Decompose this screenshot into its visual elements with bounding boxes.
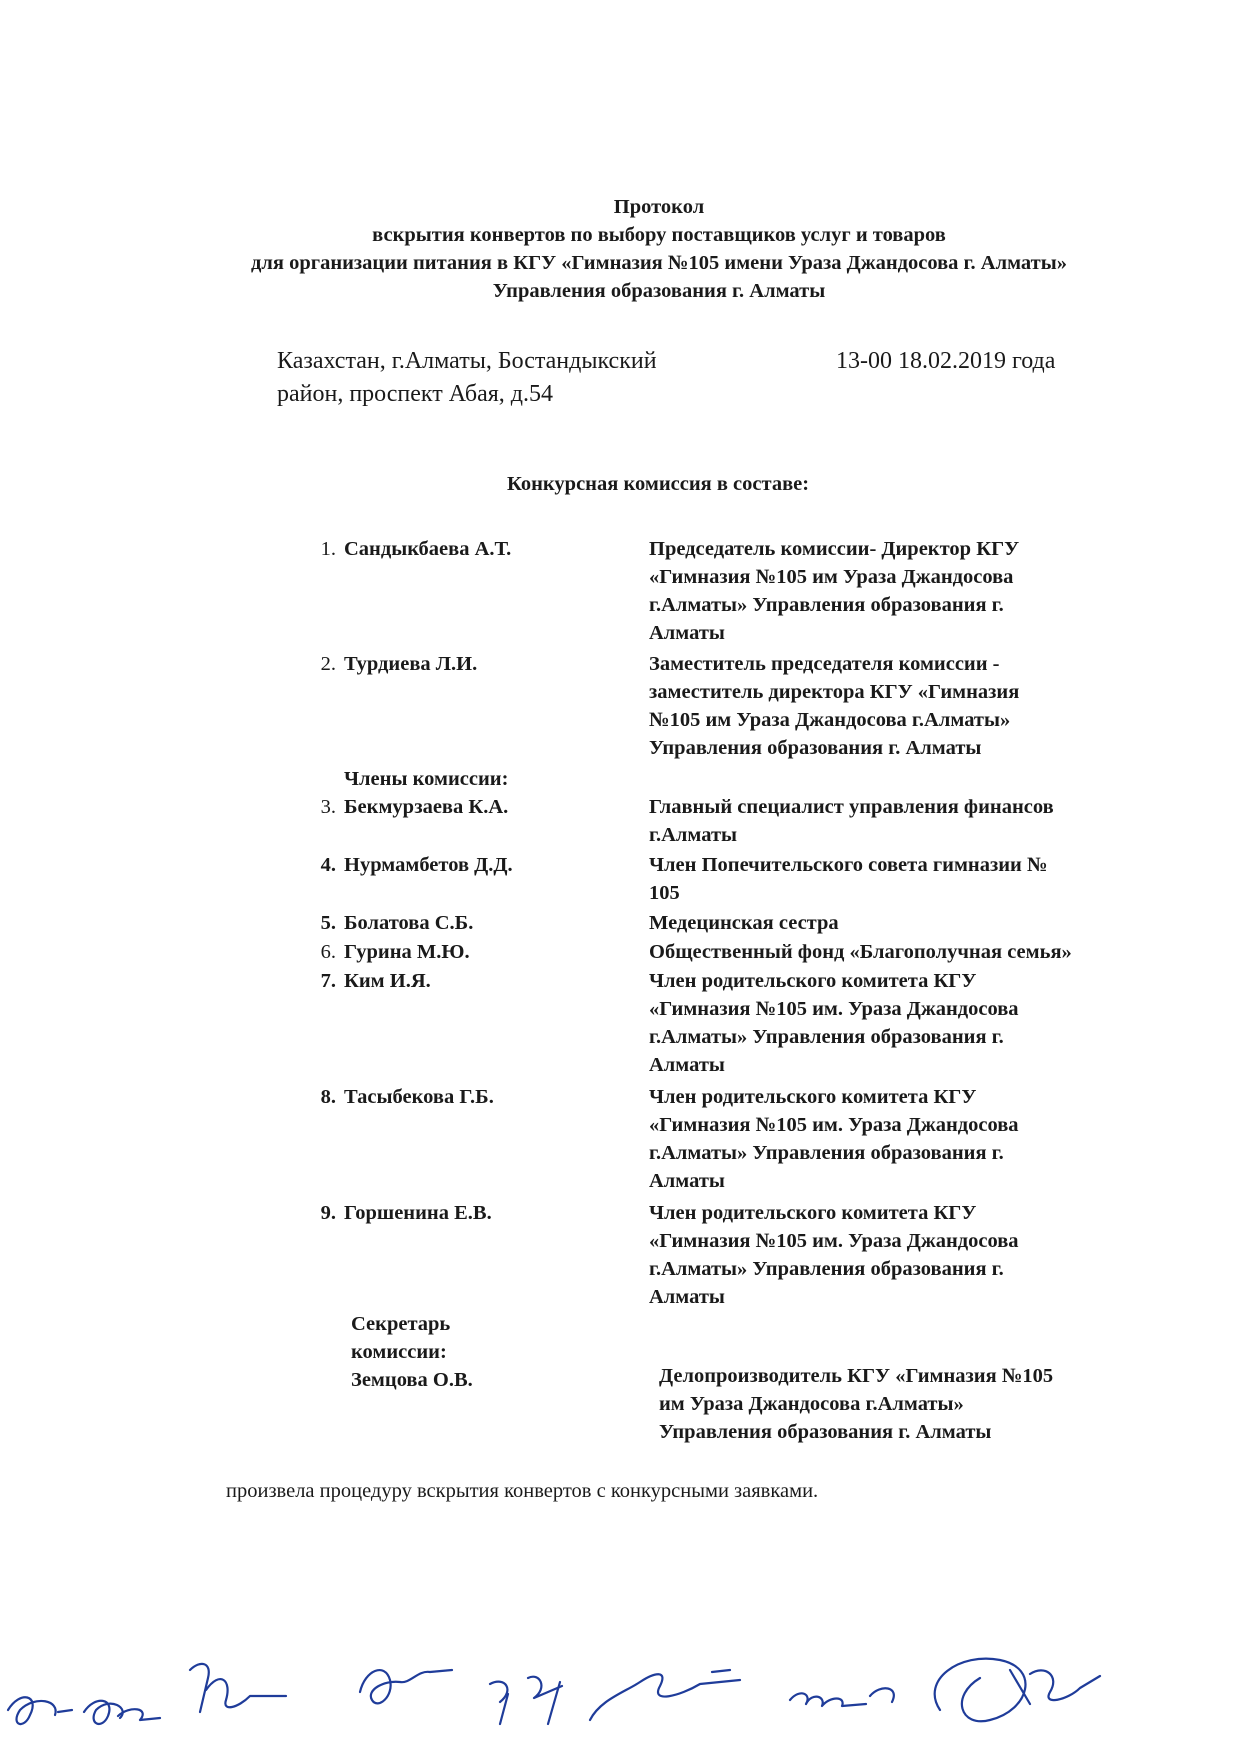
role-line: Медецинская сестра	[649, 912, 839, 934]
member-role	[649, 851, 1139, 909]
meeting-place	[277, 345, 657, 411]
member-name: Турдиева Л.И.	[344, 653, 478, 675]
item-number: 5.	[320, 912, 336, 934]
signature-1	[8, 1697, 72, 1724]
member-name: Ким И.Я.	[344, 970, 431, 992]
role-line: «Гимназия №105 им Ураза Джандосова	[649, 566, 1014, 588]
signature-8	[935, 1659, 1100, 1722]
item-number: 2.	[320, 653, 336, 675]
place-line: Казахстан, г.Алматы, Бостандыкский	[277, 348, 657, 374]
member-name: Нурмамбетов Д.Д.	[344, 854, 513, 876]
role-line: г.Алматы» Управления образования г.	[649, 1142, 1004, 1164]
list-item	[300, 967, 1160, 1083]
item-number: 4.	[320, 854, 336, 876]
role-line: г.Алматы» Управления образования г.	[649, 1258, 1004, 1280]
role-line: Управления образования г. Алматы	[659, 1421, 992, 1443]
role-line: Заместитель председателя комиссии -	[649, 653, 1000, 675]
list-item	[300, 1083, 1160, 1199]
item-number: 7.	[320, 970, 336, 992]
secretary-name: Земцова О.В.	[351, 1369, 473, 1391]
item-number: 3.	[320, 796, 336, 818]
commission-list	[300, 535, 1160, 1315]
member-name: Сандыкбаева А.Т.	[344, 538, 512, 560]
role-line: Член родительского комитета КГУ	[649, 970, 977, 992]
role-line: г.Алматы	[649, 824, 738, 846]
role-line: г.Алматы» Управления образования г.	[649, 1026, 1004, 1048]
item-number: 9.	[320, 1202, 336, 1224]
member-name: Болатова С.Б.	[344, 912, 474, 934]
member-role	[649, 535, 1139, 650]
role-line: Член родительского комитета КГУ	[649, 1202, 977, 1224]
list-item	[300, 535, 1160, 650]
title-line: для организации питания в КГУ «Гимназия №105 имени Ураза Джандосова г. Алматы»	[251, 252, 1067, 274]
member-role	[649, 1199, 1139, 1315]
item-number: 6.	[320, 941, 336, 963]
member-role	[649, 793, 1139, 851]
commission-heading: Конкурсная комиссия в составе:	[507, 473, 810, 495]
role-line: Алматы	[649, 622, 725, 644]
member-role	[649, 967, 1139, 1083]
member-name: Гурина М.Ю.	[344, 941, 470, 963]
member-role	[649, 1083, 1139, 1199]
member-name: Тасыбекова Г.Б.	[344, 1086, 494, 1108]
role-line: Главный специалист управления финансов	[649, 796, 1054, 818]
role-line: Алматы	[649, 1286, 725, 1308]
title-line: вскрытия конвертов по выбору поставщиков услуг и товаров	[372, 224, 946, 246]
signatures-area	[0, 1600, 1240, 1753]
signature-5	[490, 1677, 562, 1724]
member-name: Горшенина Е.В.	[344, 1202, 492, 1224]
member-role	[649, 909, 1139, 938]
role-line: Общественный фонд «Благополучная семья»	[649, 941, 1072, 963]
signatures-graphic	[0, 1600, 1240, 1753]
list-item	[300, 650, 1160, 765]
place-line: район, проспект Абая, д.54	[277, 381, 553, 407]
role-line: Член родительского комитета КГУ	[649, 1086, 977, 1108]
signature-6	[590, 1670, 740, 1720]
list-item	[300, 793, 1160, 851]
secretary-label	[351, 1310, 473, 1394]
member-role	[649, 650, 1139, 765]
role-line: Алматы	[649, 1054, 725, 1076]
role-line: 105	[649, 882, 680, 904]
signature-7	[790, 1688, 894, 1706]
role-line: г.Алматы» Управления образования г.	[649, 594, 1004, 616]
list-item	[300, 938, 1160, 967]
signature-3	[190, 1664, 286, 1712]
role-line: «Гимназия №105 им. Ураза Джандосова	[649, 998, 1019, 1020]
member-role	[649, 938, 1139, 967]
closing-statement: произвела процедуру вскрытия конвертов с конкурсными заявками.	[226, 1480, 819, 1502]
role-line: Председатель комиссии- Директор КГУ	[649, 538, 1020, 560]
signature-4	[360, 1670, 452, 1703]
signature-2	[84, 1701, 160, 1724]
item-number: 8.	[320, 1086, 336, 1108]
list-item	[300, 909, 1160, 938]
members-heading: Члены комиссии:	[344, 768, 509, 790]
item-number: 1.	[320, 538, 336, 560]
role-line: Алматы	[649, 1170, 725, 1192]
document-title	[0, 193, 1240, 305]
role-line: им Ураза Джандосова г.Алматы»	[659, 1393, 964, 1415]
list-item	[300, 1199, 1160, 1315]
secretary-role	[659, 1362, 1149, 1446]
role-line: Член Попечительского совета гимназии №	[649, 854, 1048, 876]
role-line: заместитель директора КГУ «Гимназия	[649, 681, 1020, 703]
secretary-label-line: комиссии:	[351, 1341, 447, 1363]
meeting-datetime: 13-00 18.02.2019 года	[836, 348, 1056, 374]
role-line: Управления образования г. Алматы	[649, 737, 982, 759]
role-line: Делопроизводитель КГУ «Гимназия №105	[659, 1365, 1054, 1387]
title-line: Управления образования г. Алматы	[492, 280, 826, 302]
role-line: №105 им Ураза Джандосова г.Алматы»	[649, 709, 1011, 731]
role-line: «Гимназия №105 им. Ураза Джандосова	[649, 1114, 1019, 1136]
title-line: Протокол	[613, 196, 705, 218]
role-line: «Гимназия №105 им. Ураза Джандосова	[649, 1230, 1019, 1252]
member-name: Бекмурзаева К.А.	[344, 796, 509, 818]
secretary-label-line: Секретарь	[351, 1313, 451, 1335]
list-item	[300, 851, 1160, 909]
